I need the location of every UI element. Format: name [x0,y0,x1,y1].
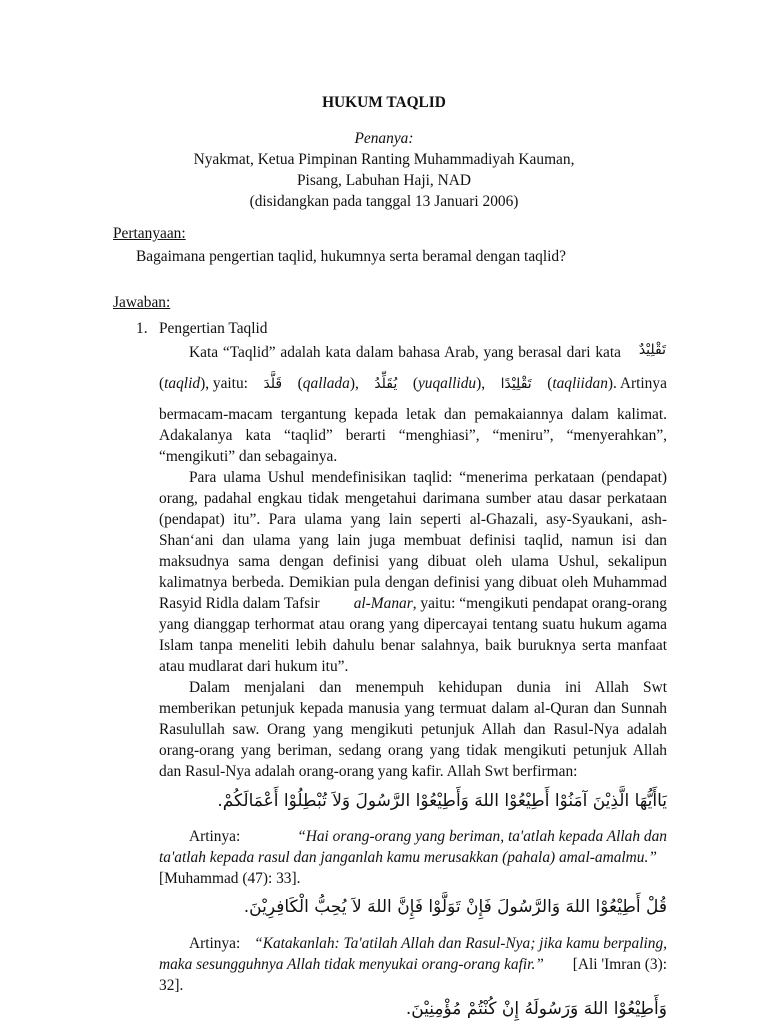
quran-verse-2: قُلْ أَطِيْعُوْا اللهَ وَالرَّسُولَ فَإِنْ تَوَلَّوْا فَإِنَّ اللهَ لاَ يُحِبُّ الْكَافِرِيْنَ. [243,897,667,917]
translation-1-line-2: ta'atlah kepada rasul dan janganlah kamu merusakkan (pahala) amal-amalmu.” [159,849,657,866]
paragraph-3-line-4: orang-orang yang beriman, sedang orang yang tidak mengikuti petunjuk Allah [159,742,667,759]
arabic-qallada: قَلَّدَ [263,376,283,392]
translation-2-reference-end: 32]. [159,977,184,994]
paragraph-3-line-5: dan Rasul-Nya adalah orang-orang yang kafir. Allah Swt berfirman: [159,763,578,780]
arabic-taqliidan: تَقْلِيْدًا [500,376,532,392]
paragraph-2-line-2: orang, padahal engkau tidak mengetahui darimana sumber atau dasar perkataan [159,490,667,507]
asker-line-1: Nyakmat, Ketua Pimpinan Ranting Muhammadiyah Kauman, [193,151,575,168]
paragraph-2-line-4: Shan‘ani dan ulama yang lain juga membuat definisi taqlid, namun isi dan [159,532,667,549]
paragraph-3-line-1: Dalam menjalani dan menempuh kehidupan dunia ini Allah Swt [189,679,667,696]
translation-1-reference: [Muhammad (47): 33]. [159,870,301,887]
document-title: HUKUM TAQLID [322,94,446,111]
paragraph-2-line-1: Para ulama Ushul mendefinisikan taqlid: “menerima perkataan (pendapat) [189,469,667,486]
translation-2-line-2: maka sesungguhnya Allah tidak menyukai orang-orang kafir.” [Ali 'Imran (3): [159,956,667,973]
paragraph-2-line-9: Islam tanpa meneliti lebih dahulu benar salahnya, baik buruknya serta manfaat [159,637,667,654]
paragraph-3-line-2: memberikan petunjuk kepada manusia yang termuat dalam al-Quran dan Sunnah [159,700,667,717]
paragraph-2-line-10: atau mudlarat dari hukum itu”. [159,658,349,675]
arabic-taqlid: تَقْلِيْدٌ [638,342,666,358]
paragraph-3-line-3: Rasulullah saw. Orang yang mengikuti petunjuk Allah dan Rasul-Nya adalah [159,721,667,738]
arabic-yuqallidu: يُقَلِّدُ [374,376,398,392]
paragraph-2-line-8: yang dianggap terhormat atau orang yang dipercayai tentang suatu hukum agama [159,616,667,633]
paragraph-2-line-5: maksudnya sama dengan definisi yang dibuat oleh ulama Ushul, sekalipun [159,553,667,570]
question-heading: Pertanyaan: [113,225,186,242]
answer-heading: Jawaban: [113,294,171,311]
quran-verse-3: وَأَطِيْعُوْا اللهَ وَرَسُولَهُ إِنْ كُنْتُمْ مُؤْمِنِيْنَ. [405,999,667,1019]
paragraph-1-line-2: (taqlid), yaitu: قَلَّدَ (qallada), يُقَلِّدُ (yuqallidu), تَقْلِيْدًا (taqliidan). Artinya [159,373,667,395]
asker-line-2: Pisang, Labuhan Haji, NAD [297,172,471,189]
paragraph-2-line-6: kalimatnya berbeda. Demikian pula dengan definisi yang dibuat oleh Muhammad [159,574,667,591]
paragraph-2-line-3: (pendapat) itu”. Para ulama yang lain seperti al-Ghazali, asy-Syaukani, ash- [159,511,667,528]
paragraph-1-line-1: Kata “Taqlid” adalah kata dalam bahasa Arab, yang berasal dari kata [189,344,621,361]
list-item-title: Pengertian Taqlid [159,320,268,337]
list-item-number: 1. [136,320,148,337]
paragraph-1-line-5: “mengikuti” dan sebagainya. [159,448,338,465]
translation-2-line-1: Artinya: “Katakanlah: Ta'atilah Allah dan Rasul-Nya; jika kamu berpaling, [189,935,667,952]
paragraph-1-line-3: bermacam-macam tergantung kepada letak dan pemakaiannya dalam kalimat. [159,406,667,423]
asker-line-3: (disidangkan pada tanggal 13 Januari 2006) [249,193,519,210]
paragraph-1-line-4: Adakalanya kata “taqlid” berarti “menghiasi”, “meniru”, “menyerahkan”, [159,427,667,444]
translation-1-line-1: Artinya: “Hai orang-orang yang beriman, ta'atlah kepada Allah dan [189,828,667,845]
asker-label: Penanya: [354,130,414,147]
paragraph-2-line-7: Rasyid Ridla dalam Tafsir al-Manar, yaitu: “mengikuti pendapat orang-orang [159,595,667,612]
question-text: Bagaimana pengertian taqlid, hukumnya serta beramal dengan taqlid? [136,248,566,265]
quran-verse-1: يَاأَيُّهَا الَّذِيْنَ آمَنُوْا أَطِيْعُوْا اللهَ وَأَطِيْعُوْا الرَّسُولَ وَلاَ تُبْطِلُوْا أَعْمَالَكُمْ. [217,791,667,811]
